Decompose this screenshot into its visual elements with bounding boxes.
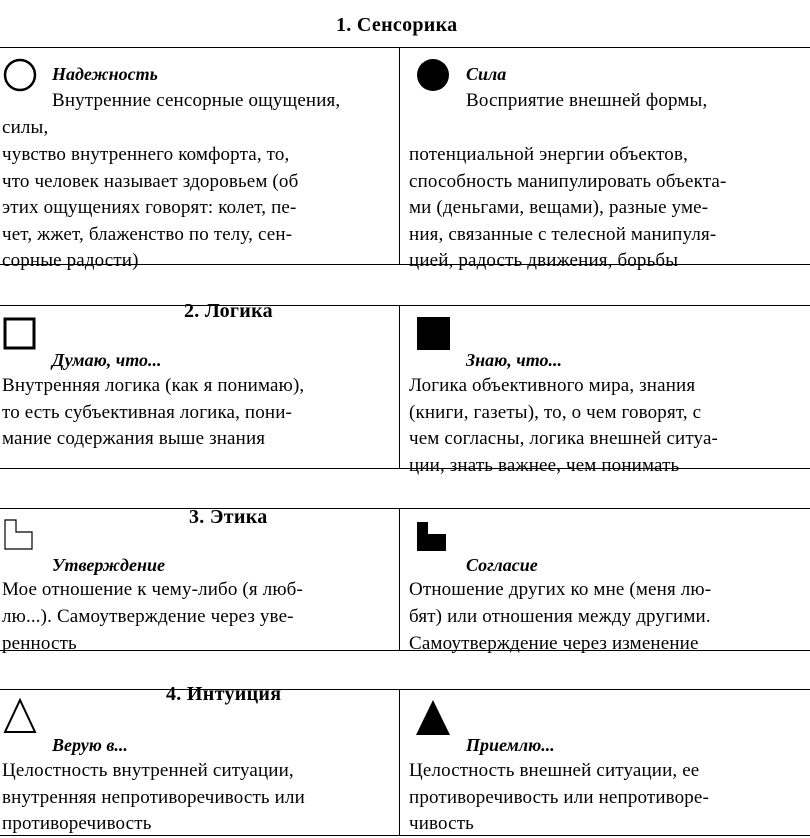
- text-line: Внутренние сенсорные ощущения,: [52, 90, 341, 111]
- column-divider: [399, 508, 400, 650]
- filled-square-icon: [417, 317, 451, 351]
- column-divider: [399, 305, 400, 468]
- section-subtitle: Знаю, что...: [466, 350, 563, 370]
- section-subtitle: Верую в...: [52, 735, 128, 755]
- text-line: силы,: [2, 117, 49, 138]
- text-line: Логика объективного мира, знания: [409, 375, 696, 396]
- text-line: Восприятие внешней формы,: [466, 90, 708, 111]
- text-line: то есть субъективная логика, пони-: [2, 402, 293, 423]
- text-line: что человек называет здоровьем (об: [2, 171, 299, 192]
- text-line: чивость: [409, 813, 474, 834]
- text-line: потенциальной энергии объектов,: [409, 144, 688, 165]
- text-line: сорные радости): [2, 250, 139, 271]
- text-line: чувство внутреннего комфорта, то,: [2, 144, 290, 165]
- divider: [0, 47, 810, 48]
- text-line: этих ощущениях говорят: колет, пе-: [2, 197, 297, 218]
- text-line: Целостность внутренней ситуации,: [2, 760, 294, 781]
- divider: [0, 508, 810, 509]
- text-line: Самоутверждение через изменение: [409, 633, 699, 654]
- open-l-shape-icon: [4, 519, 34, 551]
- open-square-icon: [3, 317, 37, 351]
- section-title: 4. Интуиция: [166, 683, 282, 705]
- section-title: 1. Сенсорика: [336, 14, 458, 36]
- text-line: противоречивость или непротиворе-: [409, 787, 709, 808]
- section-subtitle: Думаю, что...: [52, 350, 162, 370]
- text-line: чем согласны, логика внешней ситуа-: [409, 428, 719, 449]
- column-divider: [399, 47, 400, 264]
- divider: [0, 689, 810, 690]
- filled-triangle-icon: [416, 700, 450, 735]
- text-line: цией, радость движения, борьбы: [409, 250, 679, 271]
- text-line: способность манипулировать объекта-: [409, 171, 727, 192]
- text-line: Внутренняя логика (как я понимаю),: [2, 375, 305, 396]
- text-line: лю...). Самоутверждение через уве-: [2, 606, 294, 627]
- section-subtitle: Согласие: [466, 555, 538, 575]
- section-title: 2. Логика: [184, 300, 273, 322]
- text-line: ции, знать важнее, чем понимать: [409, 455, 680, 476]
- section-subtitle: Утверждение: [52, 555, 165, 575]
- text-line: внутренняя непротиворечивость или: [2, 787, 305, 808]
- text-line: Отношение других ко мне (меня лю-: [409, 579, 712, 600]
- section-subtitle: Приемлю...: [466, 735, 555, 755]
- text-line: чет, жжет, блаженство по телу, сен-: [2, 224, 293, 245]
- text-line: бят) или отношения между другими.: [409, 606, 711, 627]
- text-line: ми (деньгами, вещами), разные уме-: [409, 197, 709, 218]
- divider: [0, 305, 810, 306]
- column-divider: [399, 689, 400, 835]
- filled-l-shape-icon: [417, 522, 447, 552]
- text-line: Целостность внешней ситуации, ее: [409, 760, 700, 781]
- text-line: (книги, газеты), то, о чем говорят, с: [409, 402, 702, 423]
- text-line: противоречивость: [2, 813, 152, 834]
- open-circle-icon: [3, 58, 37, 92]
- text-line: Мое отношение к чему-либо (я люб-: [2, 579, 303, 600]
- section-subtitle: Сила: [466, 64, 507, 84]
- text-line: ренность: [2, 633, 77, 654]
- divider: [0, 468, 810, 469]
- open-triangle-icon: [3, 698, 37, 734]
- section-title: 3. Этика: [189, 506, 268, 528]
- filled-circle-icon: [416, 58, 450, 92]
- text-line: ния, связанные с телесной манипуля-: [409, 224, 717, 245]
- section-subtitle: Надежность: [52, 64, 158, 84]
- text-line: мание содержания выше знания: [2, 428, 266, 449]
